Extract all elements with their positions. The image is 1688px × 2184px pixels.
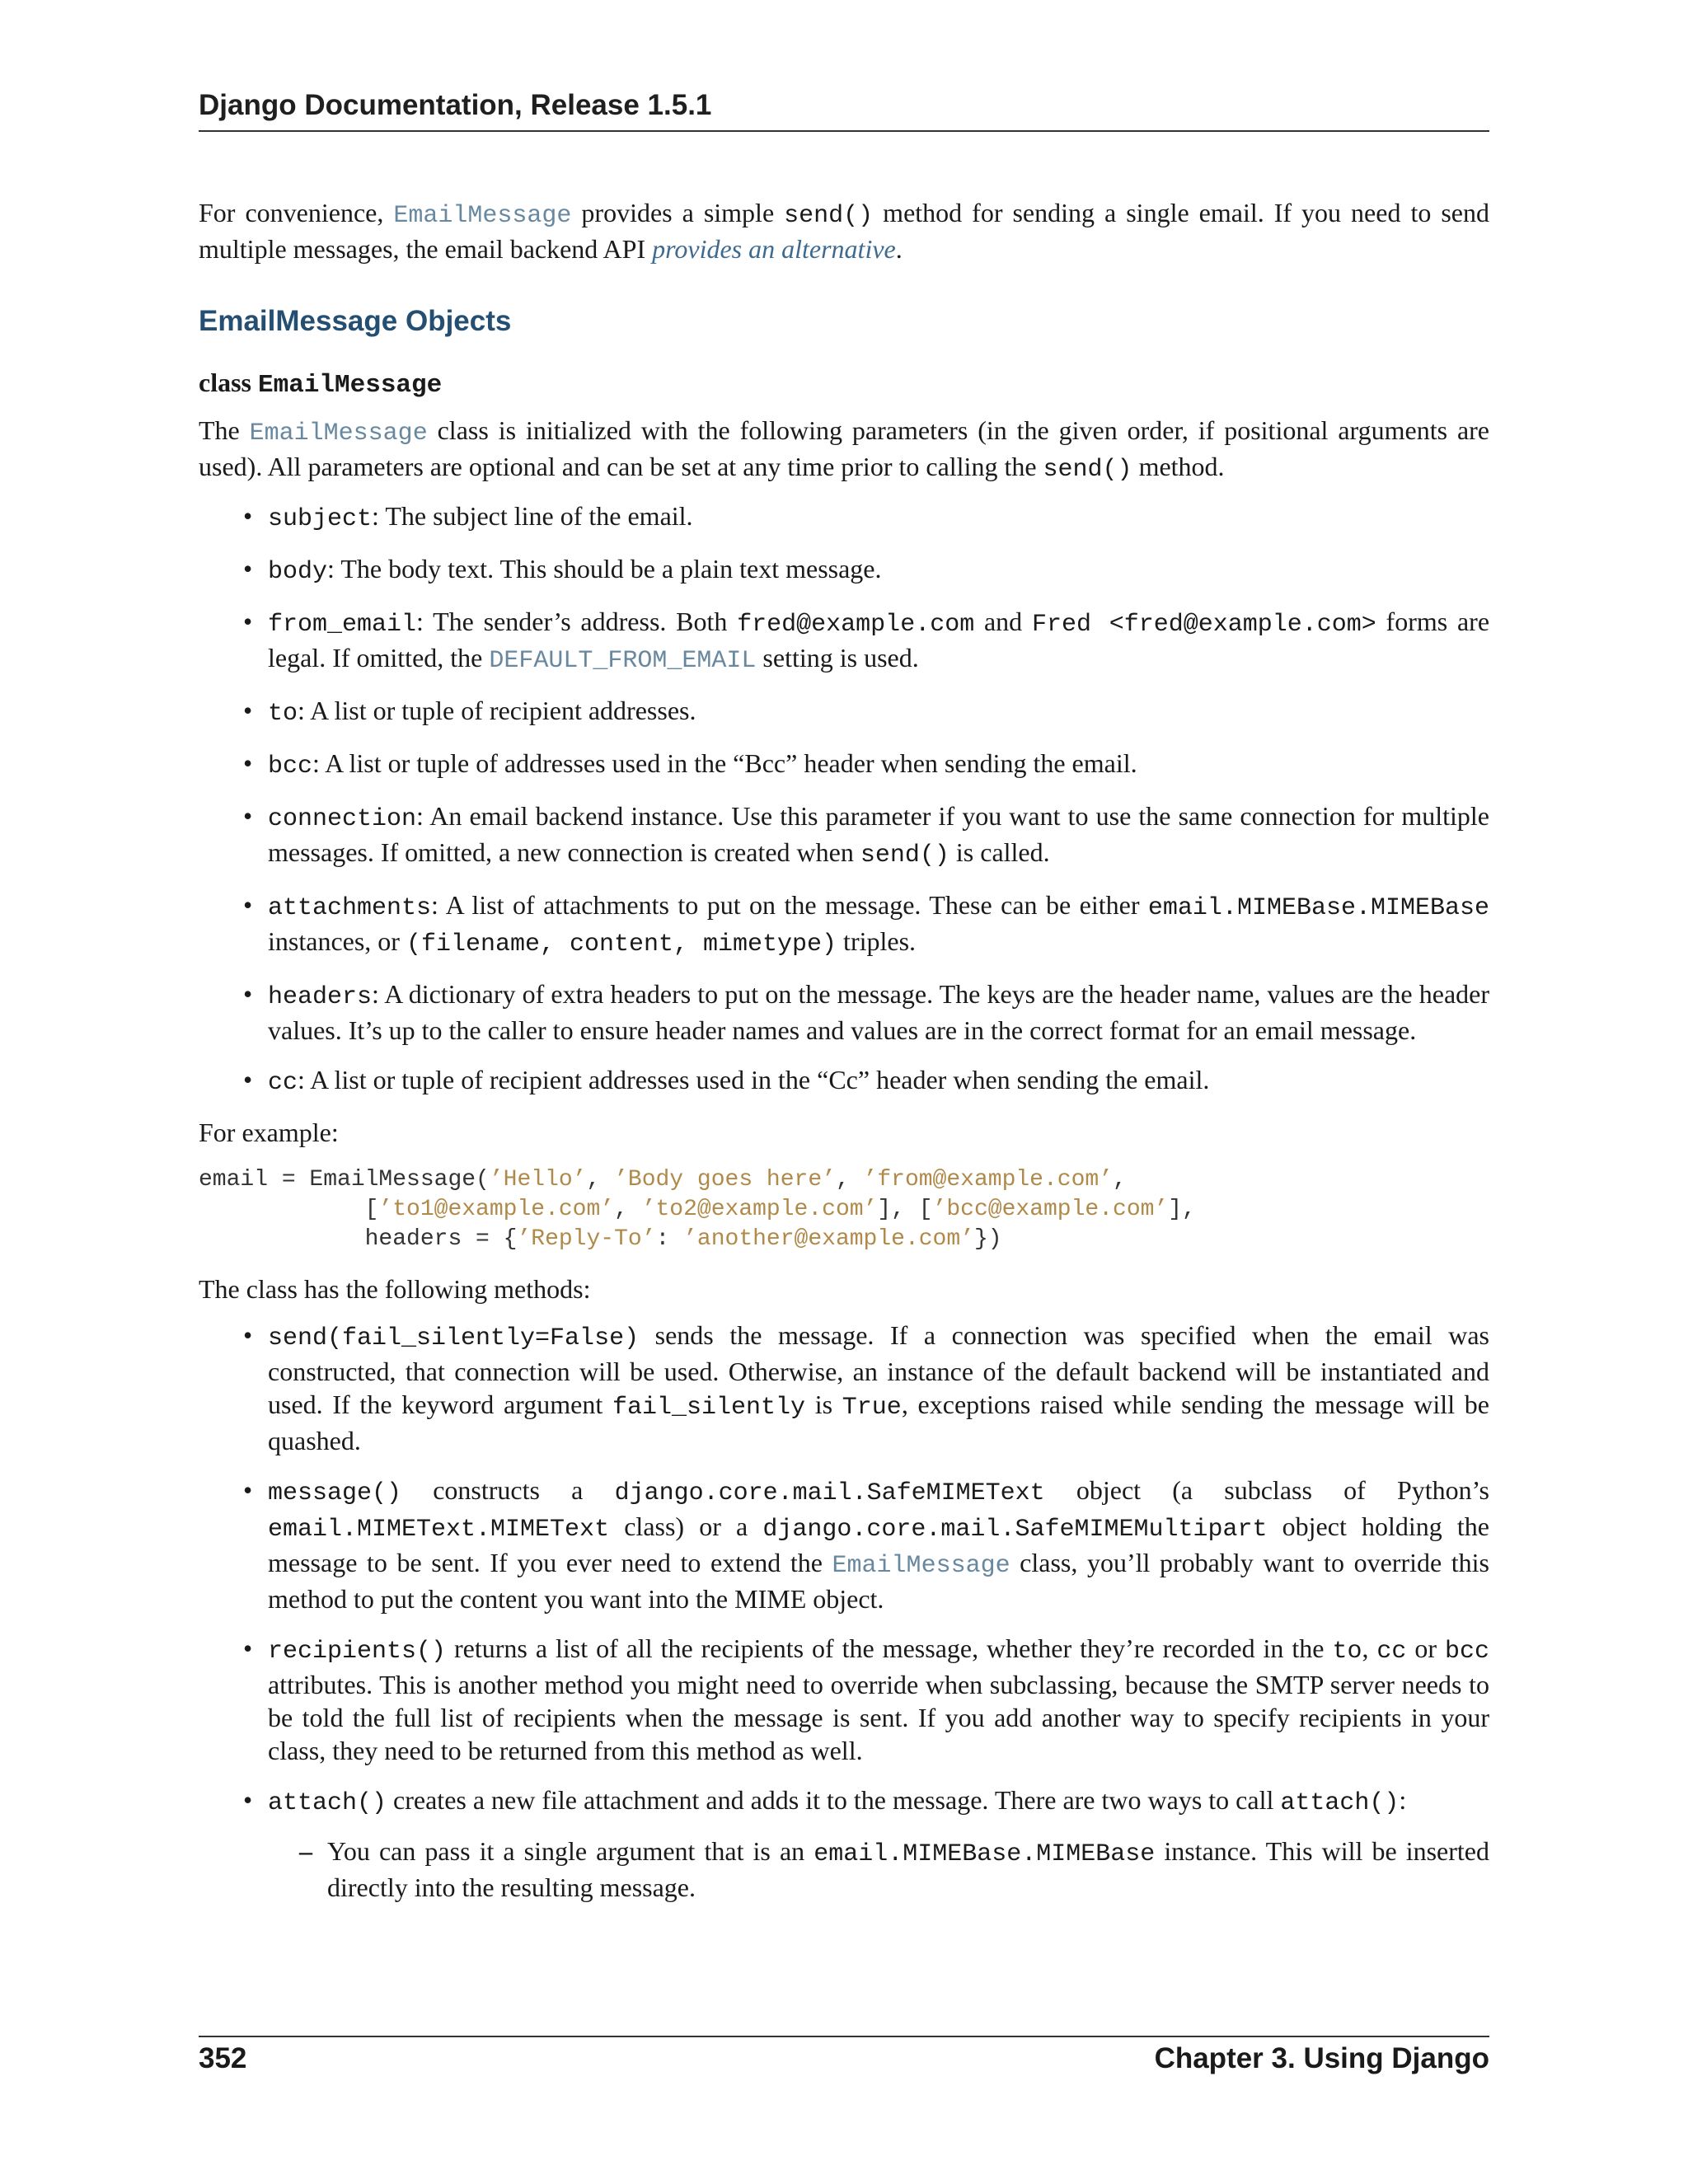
- default-from-email-link[interactable]: DEFAULT_FROM_EMAIL: [489, 647, 757, 675]
- list-item: [268, 1319, 1489, 1457]
- text: : A list or tuple of recipient addresses used in the “Cc” header when sending the email.: [298, 1065, 1210, 1094]
- text: instances, or: [268, 926, 406, 956]
- text: For convenience,: [199, 198, 394, 227]
- text: :: [1399, 1785, 1407, 1815]
- param-name: connection: [268, 805, 417, 833]
- sub-list: [268, 1835, 1489, 1904]
- code-string: ’Hello’: [489, 1167, 587, 1193]
- text: instance. This will be inserted directly into the resulting message.: [327, 1836, 1490, 1902]
- list-item: [268, 1783, 1489, 1904]
- footer-rule: [199, 2036, 1489, 2037]
- text: class) or a: [609, 1511, 763, 1541]
- text: class is initialized with the following parameters (in the given order, if positional arguments are used). All parameters are optional and can be set at any time prior to calling the: [199, 415, 1490, 481]
- inline-code: (filename, content, mimetype): [406, 930, 837, 958]
- text: : A list or tuple of recipient addresses.: [298, 696, 696, 725]
- param-name: body: [268, 558, 328, 586]
- code-text: ,: [614, 1197, 642, 1222]
- code-text: ],: [1168, 1197, 1196, 1222]
- text: : The sender’s address. Both: [416, 607, 738, 636]
- emailmessage-link[interactable]: EmailMessage: [393, 202, 572, 230]
- code-text: email = EmailMessage(: [199, 1167, 490, 1193]
- code-string: ’Body goes here’: [614, 1167, 836, 1193]
- inline-code: send(): [784, 202, 874, 230]
- code-string: ’to2@example.com’: [641, 1197, 878, 1222]
- inline-code: attach(): [1280, 1789, 1400, 1817]
- list-item: [268, 1474, 1489, 1615]
- code-text: ,: [1113, 1167, 1127, 1193]
- param-name: attachments: [268, 894, 432, 922]
- inline-code: send(): [1043, 456, 1132, 484]
- page-body: [199, 196, 1489, 1920]
- text: : An email backend instance. Use this parameter if you want to use the same connection for multiple messages. If omitted, a new connection is created when: [268, 801, 1489, 867]
- parameter-list: [199, 499, 1489, 1099]
- inline-code: django.core.mail.SafeMIMEMultipart: [762, 1516, 1268, 1544]
- text: triples.: [837, 926, 917, 956]
- code-string: ’Reply-To’: [517, 1226, 656, 1252]
- inline-code: True: [842, 1394, 902, 1422]
- page-number: 352: [199, 2042, 247, 2074]
- list-item: [268, 977, 1489, 1047]
- text: method for sending a single email. If you need to send multiple messages, the email backend API: [199, 198, 1489, 264]
- inline-code: fred@example.com: [737, 611, 975, 639]
- code-string: ’another@example.com’: [683, 1226, 974, 1252]
- list-item: [268, 552, 1489, 588]
- text: attributes. This is another method you might need to override when subclassing, because the SMTP server needs to be told the full list of recipients when the message is sent. If you add another way to specify recipients in your class, they need to be returned from this method as well.: [268, 1670, 1489, 1765]
- text: setting is used.: [756, 643, 919, 673]
- list-item: [268, 694, 1489, 730]
- running-header: Django Documentation, Release 1.5.1: [199, 89, 712, 121]
- inline-code: cc: [1376, 1638, 1407, 1666]
- text: object (a subclass of Python’s: [1044, 1475, 1490, 1505]
- class-name: EmailMessage: [258, 371, 443, 400]
- text: : A list or tuple of addresses used in the “Bcc” header when sending the email.: [312, 748, 1137, 778]
- inline-code: send(): [860, 841, 950, 869]
- text: : The subject line of the email.: [372, 501, 693, 531]
- list-item: [268, 747, 1489, 783]
- class-description: [199, 414, 1489, 486]
- text: , exceptions raised while sending the message will be quashed.: [268, 1390, 1490, 1455]
- text: ,: [1362, 1633, 1377, 1663]
- code-text: ], [: [877, 1197, 933, 1222]
- method-list: [199, 1319, 1489, 1904]
- emailmessage-link[interactable]: EmailMessage: [249, 419, 428, 448]
- inline-code: email.MIMEBase.MIMEBase: [1147, 894, 1489, 922]
- inline-code: django.core.mail.SafeMIMEText: [614, 1479, 1045, 1507]
- code-text: }): [973, 1226, 1002, 1252]
- class-keyword: class: [199, 368, 258, 397]
- text: The: [199, 415, 250, 445]
- code-text: headers = {: [199, 1226, 518, 1252]
- text: .: [895, 234, 903, 264]
- code-text: ,: [835, 1167, 864, 1193]
- text: returns a list of all the recipients of the message, whether they’re recorded in the: [446, 1633, 1333, 1663]
- intro-paragraph: [199, 196, 1489, 265]
- chapter-title: Chapter 3. Using Django: [1154, 2042, 1489, 2074]
- text: or: [1406, 1633, 1446, 1663]
- code-string: ’from@example.com’: [863, 1167, 1113, 1193]
- code-text: [: [199, 1197, 379, 1222]
- text: constructs a: [401, 1475, 615, 1505]
- inline-code: to: [1332, 1638, 1362, 1666]
- text: forms are legal. If omitted, the: [268, 607, 1490, 673]
- inline-code: bcc: [1445, 1638, 1490, 1666]
- class-signature: [199, 366, 1489, 402]
- inline-code: email.MIMEText.MIMEText: [268, 1516, 610, 1544]
- text: creates a new file attachment and adds it to the message. There are two ways to call: [387, 1785, 1281, 1815]
- param-name: cc: [268, 1069, 298, 1097]
- text: sends the message. If a connection was specified when the email was constructed, that connection will be used. Otherwise, an instance of the default backend will be instantiated and used. If the keyword argument: [268, 1320, 1489, 1419]
- section-heading: EmailMessage Objects: [199, 305, 512, 337]
- text: You can pass it a single argument that is an: [327, 1836, 814, 1866]
- code-line: [199, 1226, 1002, 1252]
- inline-code: Fred <fred@example.com>: [1031, 611, 1376, 639]
- code-line: [199, 1167, 1127, 1193]
- text: : A dictionary of extra headers to put on the message. The keys are the header name, values are the header values. It’s up to the caller to ensure header names and values are in the correct format for an email message.: [268, 979, 1489, 1045]
- list-item: [268, 499, 1489, 536]
- param-name: headers: [268, 983, 373, 1011]
- header-rule: [199, 130, 1489, 132]
- method-name: recipients(): [268, 1638, 447, 1666]
- list-item: [268, 799, 1489, 872]
- example-label: For example:: [199, 1118, 339, 1147]
- code-block: [199, 1165, 1489, 1254]
- inline-code: email.MIMEBase.MIMEBase: [814, 1840, 1156, 1868]
- method-name: send(fail_silently=False): [268, 1324, 640, 1352]
- inline-code: fail_silently: [612, 1394, 805, 1422]
- emailmessage-link[interactable]: EmailMessage: [832, 1552, 1010, 1580]
- text: class, you’ll probably want to override this method to put the content you want into the MIME object.: [268, 1548, 1490, 1614]
- list-item: [268, 888, 1489, 961]
- method-name: message(): [268, 1479, 402, 1507]
- text: is: [804, 1390, 842, 1419]
- text: object holding the message to be sent. If you ever need to extend the: [268, 1511, 1490, 1577]
- method-name: attach(): [268, 1789, 387, 1817]
- text: : A list of attachments to put on the message. These can be either: [431, 890, 1148, 920]
- list-item: [268, 1632, 1489, 1767]
- code-text: ,: [586, 1167, 615, 1193]
- param-name: subject: [268, 505, 373, 533]
- list-item: [268, 605, 1489, 677]
- code-string: ’to1@example.com’: [378, 1197, 615, 1222]
- text: is called.: [949, 837, 1050, 867]
- text: provides a simple: [571, 198, 785, 227]
- param-name: from_email: [268, 611, 417, 639]
- list-item: [268, 1063, 1489, 1099]
- param-name: bcc: [268, 752, 313, 780]
- text: method.: [1132, 452, 1225, 481]
- param-name: to: [268, 700, 298, 728]
- text: : The body text. This should be a plain text message.: [327, 554, 882, 583]
- code-line: [199, 1197, 1196, 1222]
- sub-list-item: [327, 1835, 1489, 1904]
- text: and: [974, 607, 1032, 636]
- code-string: ’bcc@example.com’: [932, 1197, 1169, 1222]
- provides-alternative-link[interactable]: provides an alternative: [652, 234, 896, 264]
- methods-intro: The class has the following methods:: [199, 1274, 591, 1304]
- code-text: :: [655, 1226, 684, 1252]
